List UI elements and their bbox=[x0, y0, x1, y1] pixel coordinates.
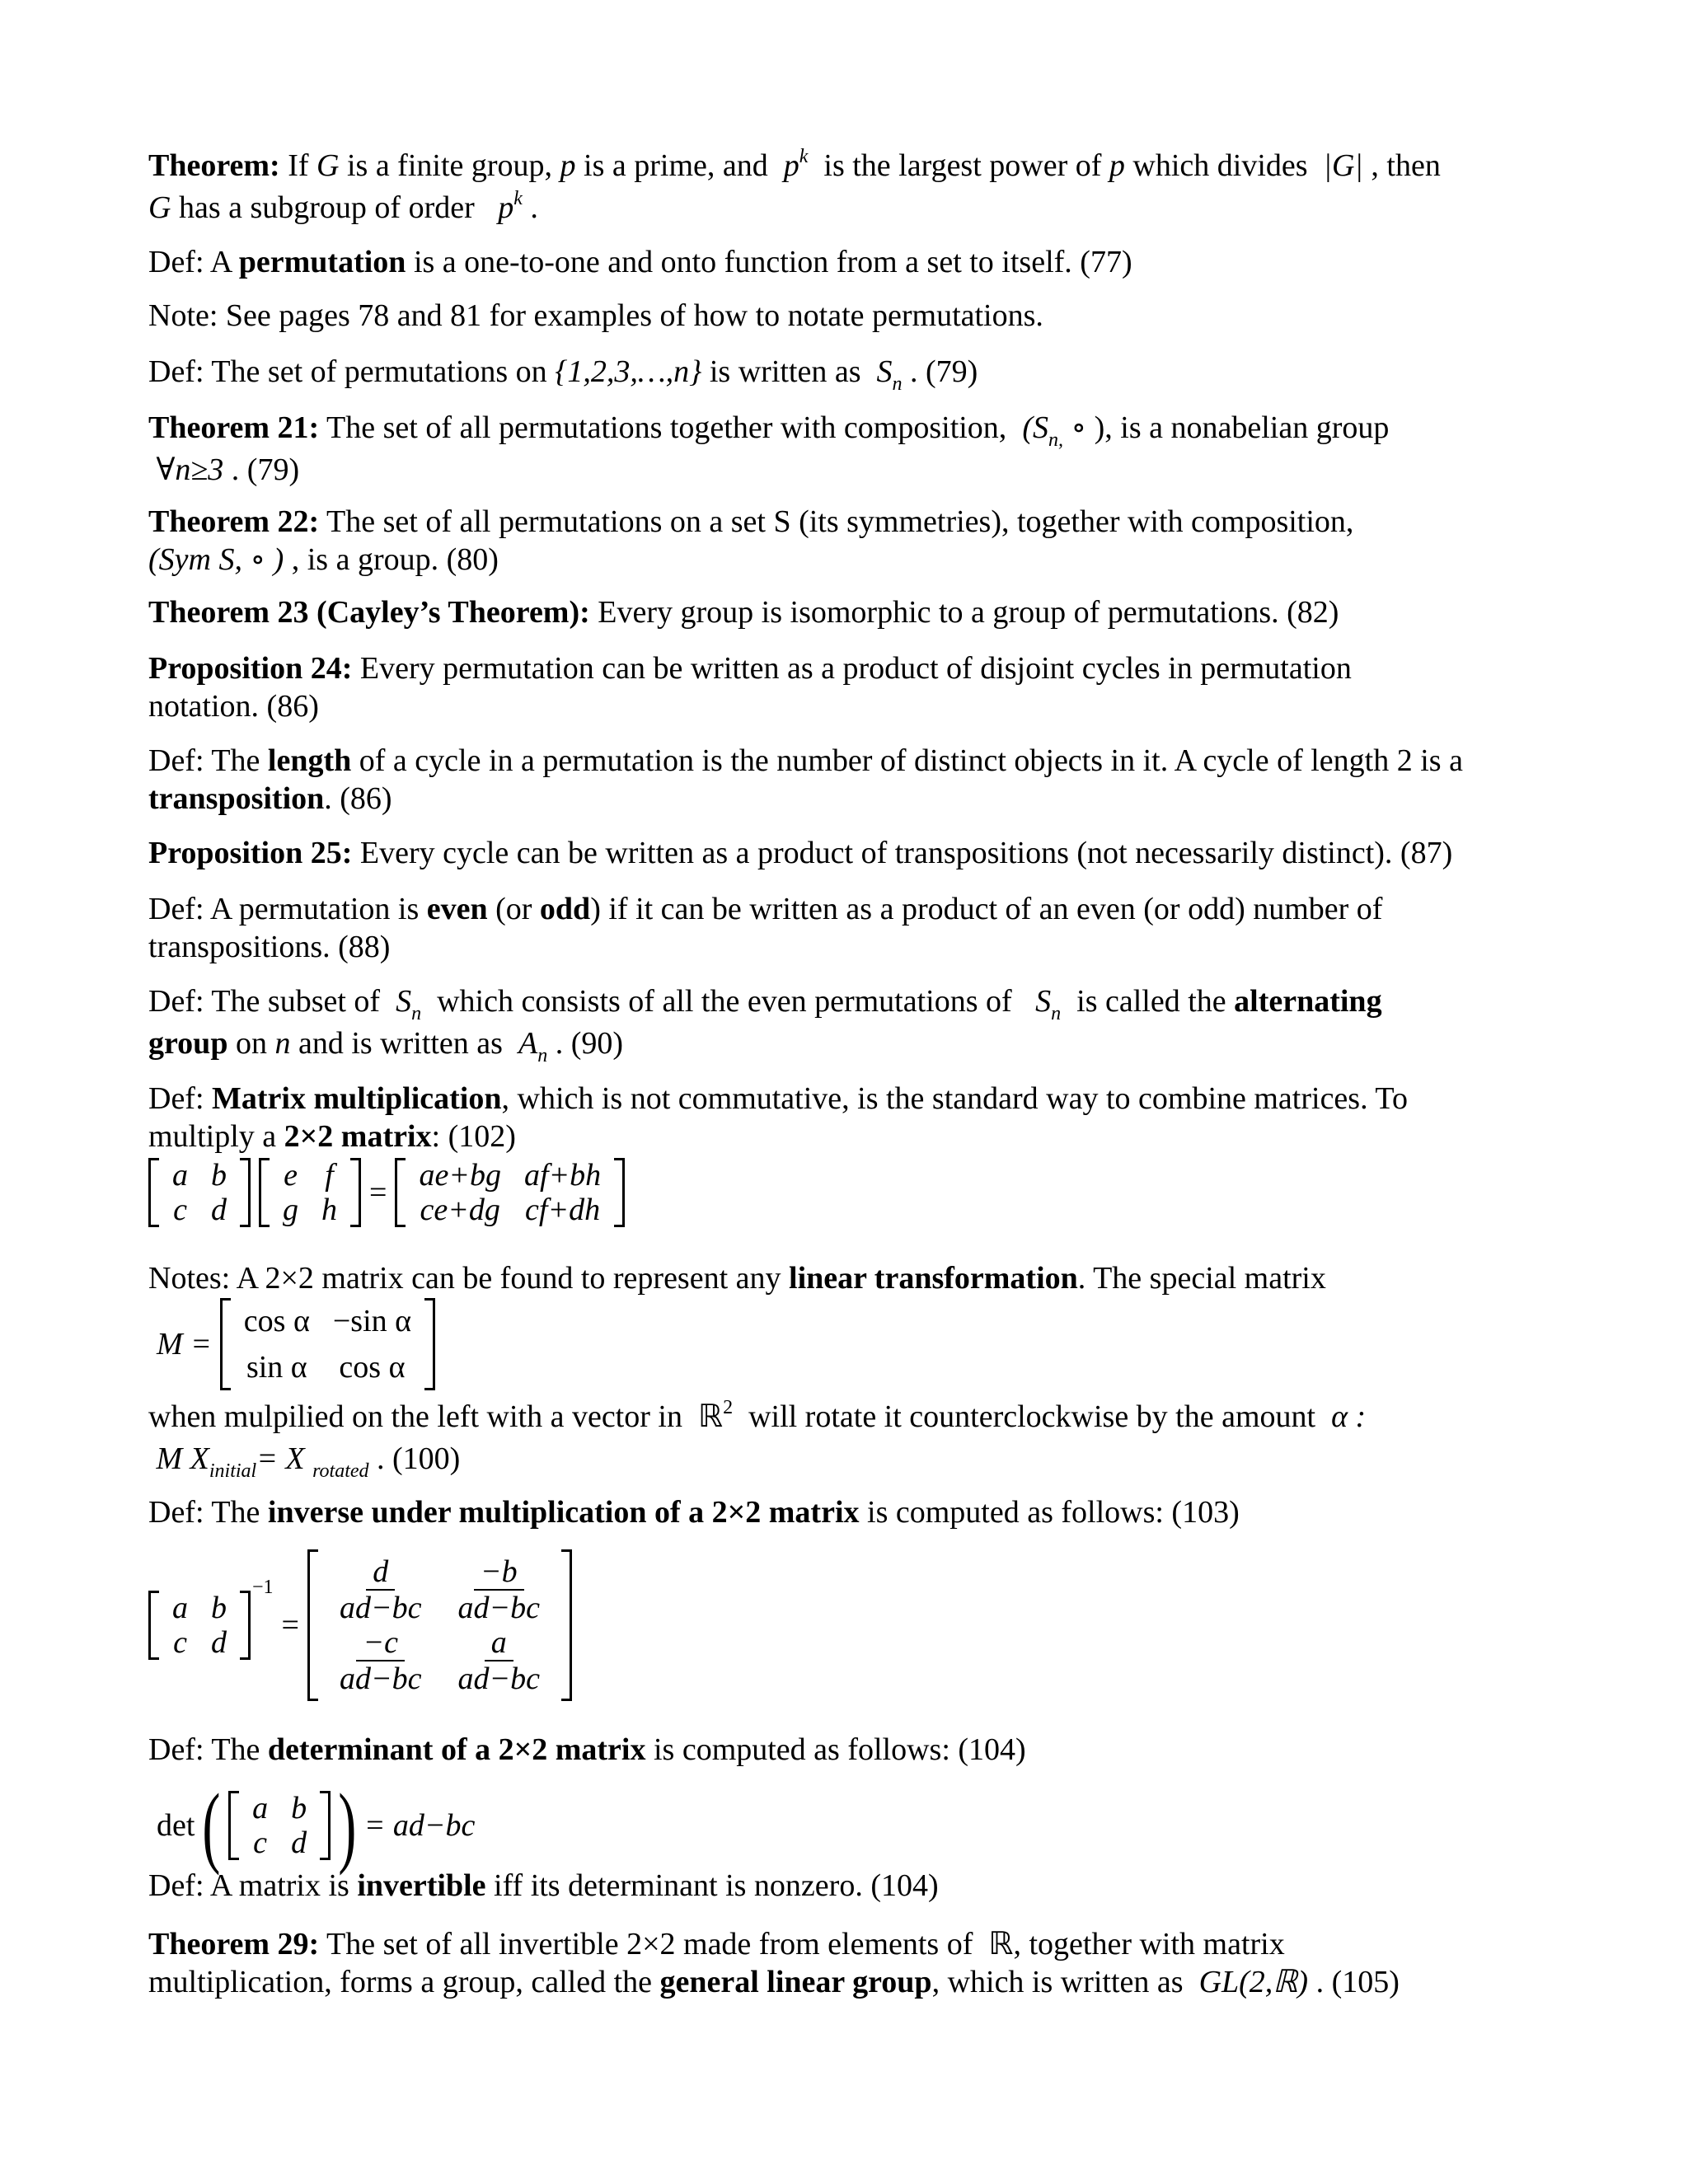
fraction bbox=[452, 1625, 547, 1696]
math: 2 bbox=[723, 1397, 734, 1418]
text: ) if it can be written as a product of an even (or odd) number of bbox=[590, 892, 1383, 926]
text: . (79) bbox=[231, 452, 300, 487]
matrix-A-inverse-base bbox=[148, 1591, 251, 1660]
math: ℝ bbox=[697, 1398, 724, 1434]
cell: a bbox=[252, 1791, 269, 1825]
term: invertible bbox=[357, 1868, 486, 1903]
theorem-23 bbox=[148, 593, 1581, 631]
text: . (100) bbox=[377, 1441, 461, 1476]
text: , then bbox=[1371, 148, 1441, 183]
math: −1 bbox=[252, 1576, 274, 1598]
numerator: −c bbox=[356, 1625, 405, 1661]
text: , is a group. (80) bbox=[291, 542, 499, 577]
cell: ae+bg bbox=[419, 1158, 501, 1193]
cell: b bbox=[211, 1158, 227, 1193]
term: 2×2 matrix bbox=[284, 1119, 432, 1154]
equals: = bbox=[369, 1175, 387, 1210]
matrix-product bbox=[395, 1158, 625, 1227]
text: is a finite group, bbox=[346, 148, 553, 183]
text: (or bbox=[495, 892, 532, 926]
cell: f bbox=[325, 1158, 334, 1193]
cell: b bbox=[291, 1791, 307, 1825]
term: general linear group bbox=[659, 1965, 932, 1999]
term: alternating bbox=[1234, 984, 1382, 1019]
term: odd bbox=[539, 892, 591, 926]
matrix-multiplication-formula bbox=[148, 1158, 625, 1227]
fraction bbox=[452, 1554, 547, 1625]
label: Theorem: bbox=[148, 148, 280, 183]
cell: af+bh bbox=[523, 1158, 602, 1193]
text: which divides bbox=[1132, 148, 1308, 183]
text: . (79) bbox=[910, 354, 978, 389]
math: S bbox=[396, 984, 412, 1019]
matrix-A-det bbox=[228, 1791, 331, 1860]
math: initial bbox=[209, 1460, 257, 1482]
math: n, bbox=[1048, 429, 1063, 451]
math: p bbox=[1109, 148, 1125, 183]
numerator: d bbox=[366, 1554, 395, 1591]
math: k bbox=[513, 188, 523, 209]
text: will rotate it counterclockwise by the amount bbox=[748, 1399, 1316, 1434]
text: . bbox=[530, 190, 538, 225]
math: ∘ ) bbox=[1071, 410, 1105, 445]
math: (Sym S, ∘ ) bbox=[148, 542, 284, 577]
text: Def: The subset of bbox=[148, 984, 381, 1019]
text: Def: The bbox=[148, 1732, 260, 1767]
theorem-sylow bbox=[148, 147, 1581, 231]
text: Def: A permutation is bbox=[148, 892, 420, 926]
matrix-inverse-result bbox=[307, 1549, 572, 1701]
def-matrix-multiplication bbox=[148, 1080, 1581, 1155]
text: Def: A matrix is bbox=[148, 1868, 349, 1903]
math: n bbox=[892, 373, 903, 395]
math: A bbox=[518, 1026, 538, 1061]
denominator: ad−bc bbox=[339, 1661, 422, 1696]
text: . (105) bbox=[1315, 1965, 1400, 1999]
text: which consists of all the even permutations of bbox=[437, 984, 1012, 1019]
text: multiplication, forms a group, called the bbox=[148, 1965, 653, 1999]
label: Theorem 23 (Cayley’s Theorem): bbox=[148, 595, 590, 630]
cell: a bbox=[172, 1591, 188, 1625]
cell: d bbox=[211, 1625, 227, 1660]
text: has a subgroup of order bbox=[178, 190, 475, 225]
cell: h bbox=[321, 1193, 337, 1227]
text: is written as bbox=[709, 354, 861, 389]
math: G bbox=[316, 148, 340, 183]
def-even-odd bbox=[148, 890, 1581, 966]
numerator: a bbox=[485, 1625, 513, 1661]
text: Def: The set of permutations on bbox=[148, 354, 547, 389]
text: transpositions. (88) bbox=[148, 930, 391, 964]
text: . (90) bbox=[555, 1026, 623, 1061]
term: linear transformation bbox=[789, 1261, 1078, 1296]
denominator: ad−bc bbox=[339, 1591, 422, 1625]
cell: c bbox=[253, 1825, 268, 1860]
math: (S bbox=[1022, 410, 1048, 445]
rotation-text bbox=[148, 1397, 1581, 1482]
rotation-matrix bbox=[157, 1298, 435, 1390]
note-pages bbox=[148, 297, 1581, 335]
text: , is a nonabelian group bbox=[1104, 410, 1390, 445]
text: is computed as follows: (104) bbox=[653, 1732, 1026, 1767]
math: det bbox=[157, 1808, 195, 1843]
text: : (102) bbox=[431, 1119, 516, 1154]
text: The set of all permutations on a set S (its symmetries), together with composition, bbox=[326, 504, 1354, 539]
cell: c bbox=[173, 1193, 187, 1227]
text: . (86) bbox=[324, 781, 392, 816]
theorem-21 bbox=[148, 409, 1581, 489]
text: on bbox=[235, 1026, 267, 1061]
theorem-29 bbox=[148, 1924, 1581, 2001]
term: even bbox=[426, 892, 488, 926]
cell: cf+dh bbox=[525, 1193, 601, 1227]
math: p bbox=[498, 190, 514, 225]
text: is a one-to-one and onto function from a set to itself. (77) bbox=[413, 245, 1132, 279]
label: Theorem 29: bbox=[148, 1927, 320, 1961]
text: and is written as bbox=[298, 1026, 503, 1061]
term: Matrix multiplication bbox=[212, 1081, 502, 1116]
math: GL(2,ℝ) bbox=[1198, 1965, 1309, 1999]
math: G bbox=[148, 190, 171, 225]
text: , which is written as bbox=[931, 1965, 1184, 1999]
matrix-B bbox=[259, 1158, 361, 1227]
theorem-22 bbox=[148, 503, 1581, 579]
left-paren: ( bbox=[202, 1775, 221, 1876]
text: when mulpilied on the left with a vector in bbox=[148, 1399, 682, 1434]
fraction bbox=[333, 1625, 429, 1696]
math: n bbox=[537, 1045, 548, 1066]
cell: e bbox=[284, 1158, 298, 1193]
text: Every permutation can be written as a product of disjoint cycles in permutation bbox=[359, 651, 1352, 686]
cell: ce+dg bbox=[420, 1193, 500, 1227]
equals: = bbox=[281, 1608, 299, 1643]
label: Proposition 24: bbox=[148, 651, 353, 686]
math: n bbox=[274, 1026, 291, 1061]
text: Note: See pages 78 and 81 for examples of how to notate permutations. bbox=[148, 298, 1043, 333]
label: Proposition 25: bbox=[148, 836, 353, 870]
text: Def: The bbox=[148, 743, 260, 778]
proposition-24 bbox=[148, 649, 1581, 725]
def-length bbox=[148, 742, 1581, 818]
def-alternating bbox=[148, 982, 1581, 1066]
text: Notes: A 2×2 matrix can be found to represent any bbox=[148, 1261, 781, 1296]
math: ∀n≥3 bbox=[156, 452, 224, 487]
cell: cos α bbox=[339, 1350, 406, 1385]
cell: c bbox=[173, 1625, 187, 1660]
def-inverse bbox=[148, 1493, 1581, 1531]
term: length bbox=[267, 743, 352, 778]
numerator: −b bbox=[474, 1554, 524, 1591]
cell: a bbox=[172, 1158, 188, 1193]
matrix-A bbox=[148, 1158, 251, 1227]
def-permutation bbox=[148, 243, 1581, 281]
cell bbox=[440, 1554, 559, 1625]
determinant-formula bbox=[157, 1775, 476, 1876]
label: Theorem 22: bbox=[148, 504, 320, 539]
text: Def: The bbox=[148, 1495, 260, 1530]
text: The set of all invertible 2×2 made from elements of bbox=[326, 1927, 973, 1961]
math: S bbox=[1035, 984, 1052, 1019]
text: The set of all permutations together with composition, bbox=[326, 410, 1007, 445]
text: Every cycle can be written as a product of transpositions (not necessarily distinct). (87) bbox=[359, 836, 1453, 870]
math: rotated bbox=[312, 1460, 369, 1482]
text: If bbox=[288, 148, 309, 183]
def-sn bbox=[148, 353, 1581, 395]
inverse-formula bbox=[148, 1549, 572, 1701]
math: n bbox=[411, 1003, 422, 1024]
cell: g bbox=[283, 1193, 298, 1227]
text: is computed as follows: (103) bbox=[867, 1495, 1240, 1530]
text: iff its determinant is nonzero. (104) bbox=[494, 1868, 939, 1903]
text: . The special matrix bbox=[1077, 1261, 1326, 1296]
cell: cos α bbox=[243, 1304, 310, 1338]
math: = ad−bc bbox=[363, 1808, 476, 1843]
math: |G| bbox=[1323, 148, 1363, 183]
right-paren: ) bbox=[338, 1775, 357, 1876]
text: Def: A bbox=[148, 245, 232, 279]
math: ℝ bbox=[988, 1925, 1014, 1961]
fraction bbox=[333, 1554, 429, 1625]
cell: d bbox=[211, 1193, 227, 1227]
math: M = bbox=[157, 1327, 212, 1361]
math: {1,2,3,…,n} bbox=[555, 354, 702, 389]
cell: d bbox=[291, 1825, 307, 1860]
label: Theorem 21: bbox=[148, 410, 320, 445]
text: multiply a bbox=[148, 1119, 277, 1154]
math: M X bbox=[156, 1441, 209, 1476]
term: transposition bbox=[148, 781, 325, 816]
cell bbox=[321, 1625, 440, 1696]
text: is the largest power of bbox=[823, 148, 1102, 183]
math: α : bbox=[1331, 1399, 1367, 1434]
cell: b bbox=[211, 1591, 227, 1625]
text: of a cycle in a permutation is the number of distinct objects in it. A cycle of length 2 is a bbox=[359, 743, 1463, 778]
cell: sin α bbox=[246, 1350, 307, 1385]
math: n bbox=[1051, 1003, 1062, 1024]
text: Every group is isomorphic to a group of permutations. (82) bbox=[598, 595, 1339, 630]
def-determinant bbox=[148, 1731, 1581, 1769]
term: determinant of a 2×2 matrix bbox=[267, 1732, 646, 1767]
denominator: ad−bc bbox=[457, 1591, 541, 1625]
math: S bbox=[876, 354, 893, 389]
math: = X bbox=[256, 1441, 305, 1476]
term: group bbox=[148, 1026, 228, 1061]
term: permutation bbox=[238, 245, 406, 279]
text: notation. (86) bbox=[148, 689, 319, 724]
math: p bbox=[560, 148, 576, 183]
def-invertible bbox=[148, 1867, 1581, 1905]
text: is called the bbox=[1076, 984, 1226, 1019]
matrix-rotation bbox=[220, 1298, 435, 1390]
text: Def: bbox=[148, 1081, 204, 1116]
proposition-25 bbox=[148, 834, 1581, 872]
text: is a prime, and bbox=[584, 148, 768, 183]
math: p bbox=[783, 148, 799, 183]
term: inverse under multiplication of a 2×2 matrix bbox=[267, 1495, 860, 1530]
denominator: ad−bc bbox=[457, 1661, 541, 1696]
cell bbox=[440, 1625, 559, 1696]
cell: −sin α bbox=[332, 1304, 412, 1338]
cell bbox=[321, 1554, 440, 1625]
math: k bbox=[799, 146, 809, 167]
notes-linear-transformation bbox=[148, 1259, 1581, 1297]
text: , together with matrix bbox=[1013, 1927, 1285, 1961]
text: , which is not commutative, is the standard way to combine matrices. To bbox=[501, 1081, 1408, 1116]
